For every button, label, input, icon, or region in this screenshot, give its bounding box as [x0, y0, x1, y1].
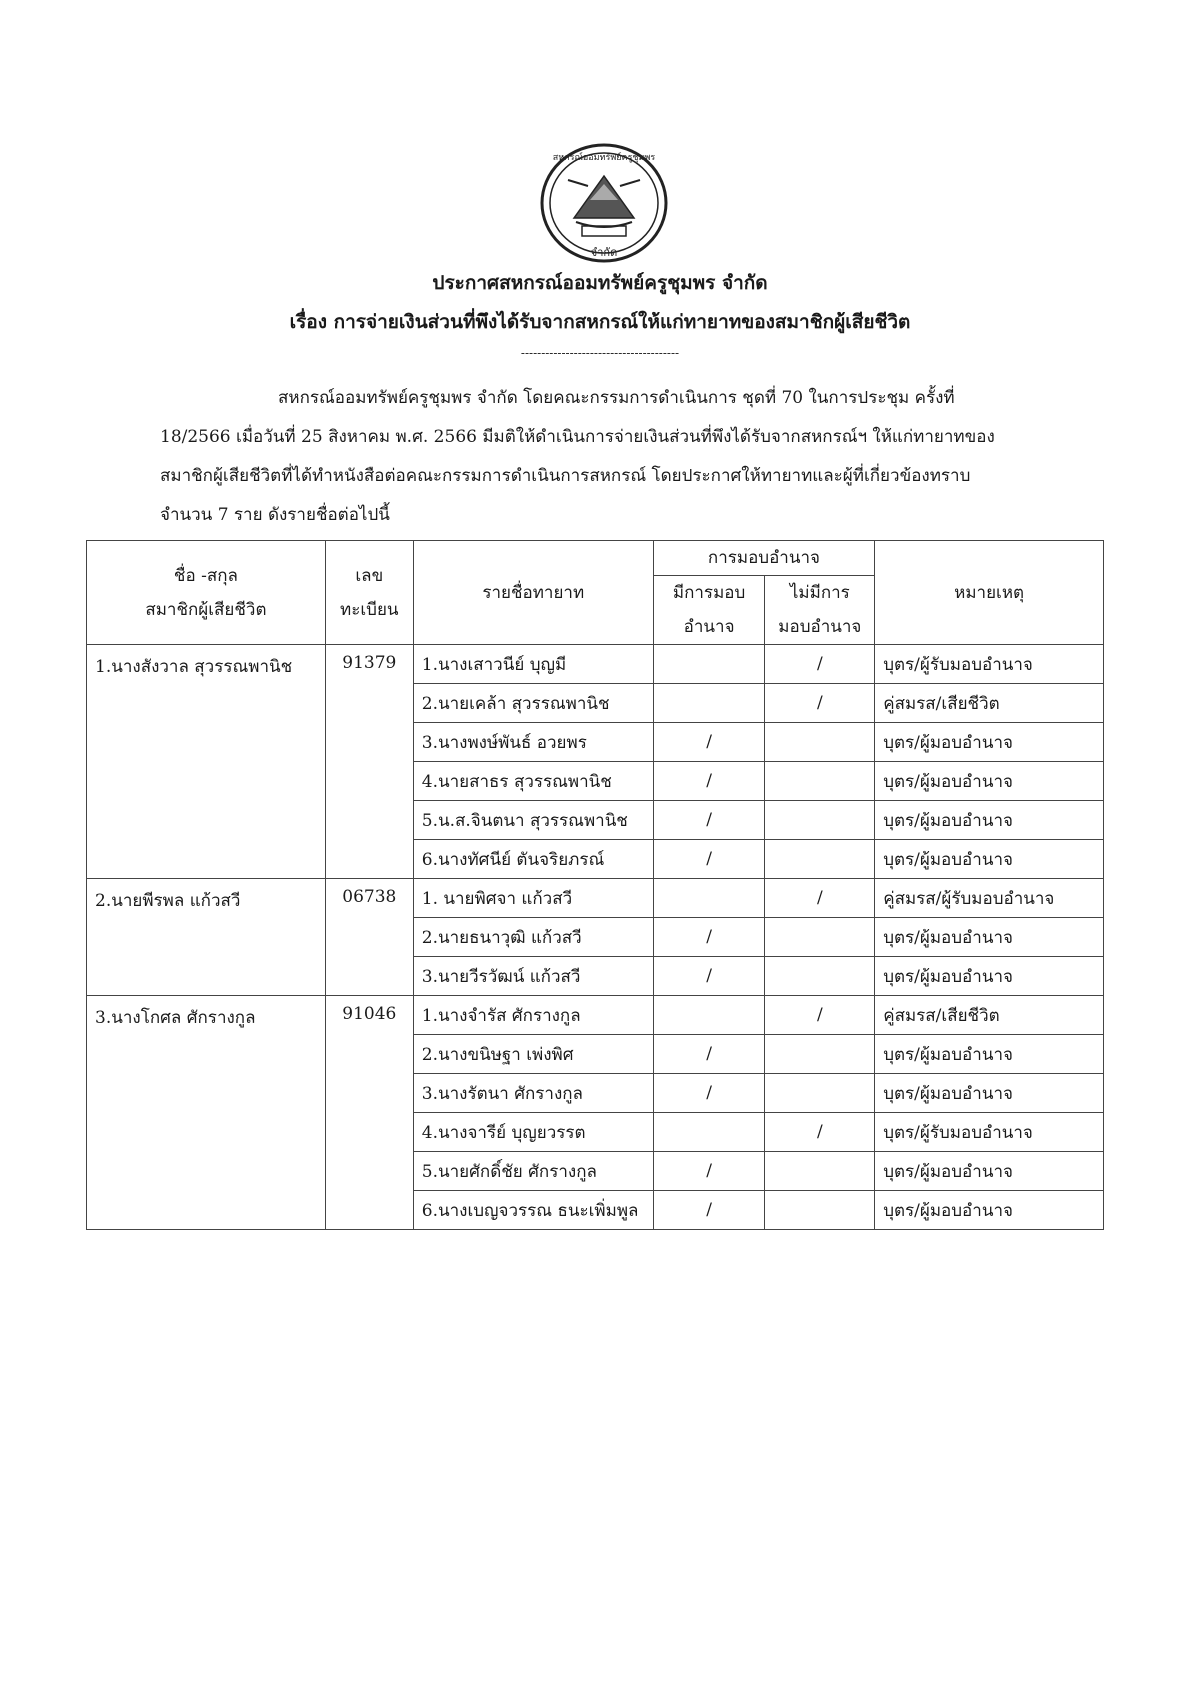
deceased-member-name: 3.นางโกศล ศักรางกูล — [87, 996, 326, 1230]
remark: บุตร/ผู้มอบอำนาจ — [875, 801, 1104, 840]
heirs-table-body — [87, 645, 1104, 1230]
heir-name: 6.นางเบญจวรรณ ธนะเพิ่มพูล — [413, 1191, 653, 1230]
poa-yes-mark: / — [653, 957, 765, 996]
remark: บุตร/ผู้มอบอำนาจ — [875, 840, 1104, 879]
table-row — [87, 645, 1104, 684]
header-poa-no-line1: ไม่มีการ — [789, 583, 850, 603]
remark: บุตร/ผู้มอบอำนาจ — [875, 723, 1104, 762]
poa-no-mark — [765, 1191, 875, 1230]
remark: บุตร/ผู้มอบอำนาจ — [875, 957, 1104, 996]
poa-no-mark — [765, 723, 875, 762]
header-member-line2: สมาชิกผู้เสียชีวิต — [145, 599, 267, 620]
remark: บุตร/ผู้มอบอำนาจ — [875, 1191, 1104, 1230]
heir-name: 2.นางขนิษฐา เพ่งพิศ — [413, 1035, 653, 1074]
header-poa: การมอบอำนาจ — [653, 541, 874, 576]
poa-yes-mark: / — [653, 1191, 765, 1230]
poa-no-mark: / — [765, 996, 875, 1035]
poa-yes-mark: / — [653, 723, 765, 762]
seal-top-text: สหกรณ์ออมทรัพย์ครูชุมพร — [552, 153, 656, 163]
poa-no-mark — [765, 762, 875, 801]
poa-no-mark: / — [765, 879, 875, 918]
poa-yes-mark — [653, 996, 765, 1035]
heir-name: 2.นายเคล้า สุวรรณพานิช — [413, 684, 653, 723]
poa-yes-mark — [653, 1113, 765, 1152]
separator-line: --------------------------------------- — [520, 346, 680, 360]
poa-yes-mark: / — [653, 801, 765, 840]
heir-name: 5.น.ส.จินตนา สุวรรณพานิช — [413, 801, 653, 840]
poa-yes-mark — [653, 879, 765, 918]
announcement-body — [160, 379, 1040, 535]
header-regno-line1: เลข — [355, 565, 384, 586]
heir-name: 1.นางจำรัส ศักรางกูล — [413, 996, 653, 1035]
remark: บุตร/ผู้รับมอบอำนาจ — [875, 645, 1104, 684]
header-regno — [325, 541, 413, 645]
header-regno-line2: ทะเบียน — [340, 599, 399, 620]
header-member — [87, 541, 326, 645]
heir-name: 3.นางพงษ์พันธ์ อวยพร — [413, 723, 653, 762]
heir-name: 2.นายธนาวุฒิ แก้วสวี — [413, 918, 653, 957]
poa-yes-mark: / — [653, 918, 765, 957]
heir-name: 6.นางทัศนีย์ ตันจริยภรณ์ — [413, 840, 653, 879]
heirs-table — [86, 540, 1104, 1230]
heir-name: 3.นายวีรวัฒน์ แก้วสวี — [413, 957, 653, 996]
remark: บุตร/ผู้มอบอำนาจ — [875, 1035, 1104, 1074]
registration-number: 91046 — [325, 996, 413, 1230]
heir-name: 4.นายสาธร สุวรรณพานิช — [413, 762, 653, 801]
header-remark: หมายเหตุ — [875, 541, 1104, 645]
poa-no-mark: / — [765, 684, 875, 723]
body-line-1: สหกรณ์ออมทรัพย์ครูชุมพร จำกัด โดยคณะกรรมการดำเนินการ ชุดที่ 70 ในการประชุม ครั้งที่ — [278, 388, 955, 408]
remark: บุตร/ผู้มอบอำนาจ — [875, 1152, 1104, 1191]
poa-yes-mark — [653, 684, 765, 723]
poa-no-mark — [765, 918, 875, 957]
header-heir: รายชื่อทายาท — [413, 541, 653, 645]
remark: คู่สมรส/เสียชีวิต — [875, 684, 1104, 723]
table-row — [87, 996, 1104, 1035]
poa-yes-mark: / — [653, 1035, 765, 1074]
poa-yes-mark: / — [653, 762, 765, 801]
remark: บุตร/ผู้มอบอำนาจ — [875, 762, 1104, 801]
heir-name: 5.นายศักดิ์ชัย ศักรางกูล — [413, 1152, 653, 1191]
registration-number: 91379 — [325, 645, 413, 879]
poa-yes-mark: / — [653, 840, 765, 879]
registration-number: 06738 — [325, 879, 413, 996]
header-poa-no — [765, 576, 875, 645]
poa-yes-mark: / — [653, 1074, 765, 1113]
deceased-member-name: 1.นางสังวาล สุวรรณพานิช — [87, 645, 326, 879]
remark: บุตร/ผู้รับมอบอำนาจ — [875, 1113, 1104, 1152]
announcement-subject: เรื่อง การจ่ายเงินส่วนที่พึงได้รับจากสหกรณ์ให้แก่ทายาทของสมาชิกผู้เสียชีวิต — [289, 311, 911, 333]
header-member-line1: ชื่อ -สกุล — [173, 565, 238, 586]
header-poa-yes — [653, 576, 765, 645]
remark: บุตร/ผู้มอบอำนาจ — [875, 1074, 1104, 1113]
poa-no-mark — [765, 801, 875, 840]
poa-yes-mark — [653, 645, 765, 684]
cooperative-seal-logo — [538, 140, 670, 266]
seal-bottom-text: จำกัด — [590, 246, 618, 259]
heir-name: 1. นายพิศจา แก้วสวี — [413, 879, 653, 918]
body-line-4: จำนวน 7 ราย ดังรายชื่อต่อไปนี้ — [160, 505, 390, 525]
poa-yes-mark: / — [653, 1152, 765, 1191]
poa-no-mark — [765, 840, 875, 879]
heir-name: 1.นางเสาวนีย์ บุญมี — [413, 645, 653, 684]
poa-no-mark — [765, 1035, 875, 1074]
body-line-2: 18/2566 เมื่อวันที่ 25 สิงหาคม พ.ศ. 2566 มีมติให้ดำเนินการจ่ายเงินส่วนที่พึงได้รับจากสหกรณ์ฯ ให้แก่ทายาทของ — [160, 427, 995, 447]
poa-no-mark — [765, 1152, 875, 1191]
header-poa-yes-line1: มีการมอบ — [672, 583, 746, 603]
poa-no-mark — [765, 957, 875, 996]
poa-no-mark: / — [765, 1113, 875, 1152]
header-poa-yes-line2: อำนาจ — [683, 617, 735, 637]
remark: บุตร/ผู้มอบอำนาจ — [875, 918, 1104, 957]
heir-name: 3.นางรัตนา ศักรางกูล — [413, 1074, 653, 1113]
poa-no-mark — [765, 1074, 875, 1113]
deceased-member-name: 2.นายพีรพล แก้วสวี — [87, 879, 326, 996]
poa-no-mark: / — [765, 645, 875, 684]
heir-name: 4.นางจารีย์ บุญยวรรต — [413, 1113, 653, 1152]
remark: คู่สมรส/ผู้รับมอบอำนาจ — [875, 879, 1104, 918]
table-row — [87, 879, 1104, 918]
body-line-3: สมาชิกผู้เสียชีวิตที่ได้ทำหนังสือต่อคณะกรรมการดำเนินการสหกรณ์ โดยประกาศให้ทายาทและผู้ที่เกี่ยวข้องทราบ — [160, 466, 971, 486]
header-poa-no-line2: มอบอำนาจ — [778, 617, 862, 637]
announcement-title: ประกาศสหกรณ์ออมทรัพย์ครูชุมพร จำกัด — [432, 272, 768, 294]
remark: คู่สมรส/เสียชีวิต — [875, 996, 1104, 1035]
